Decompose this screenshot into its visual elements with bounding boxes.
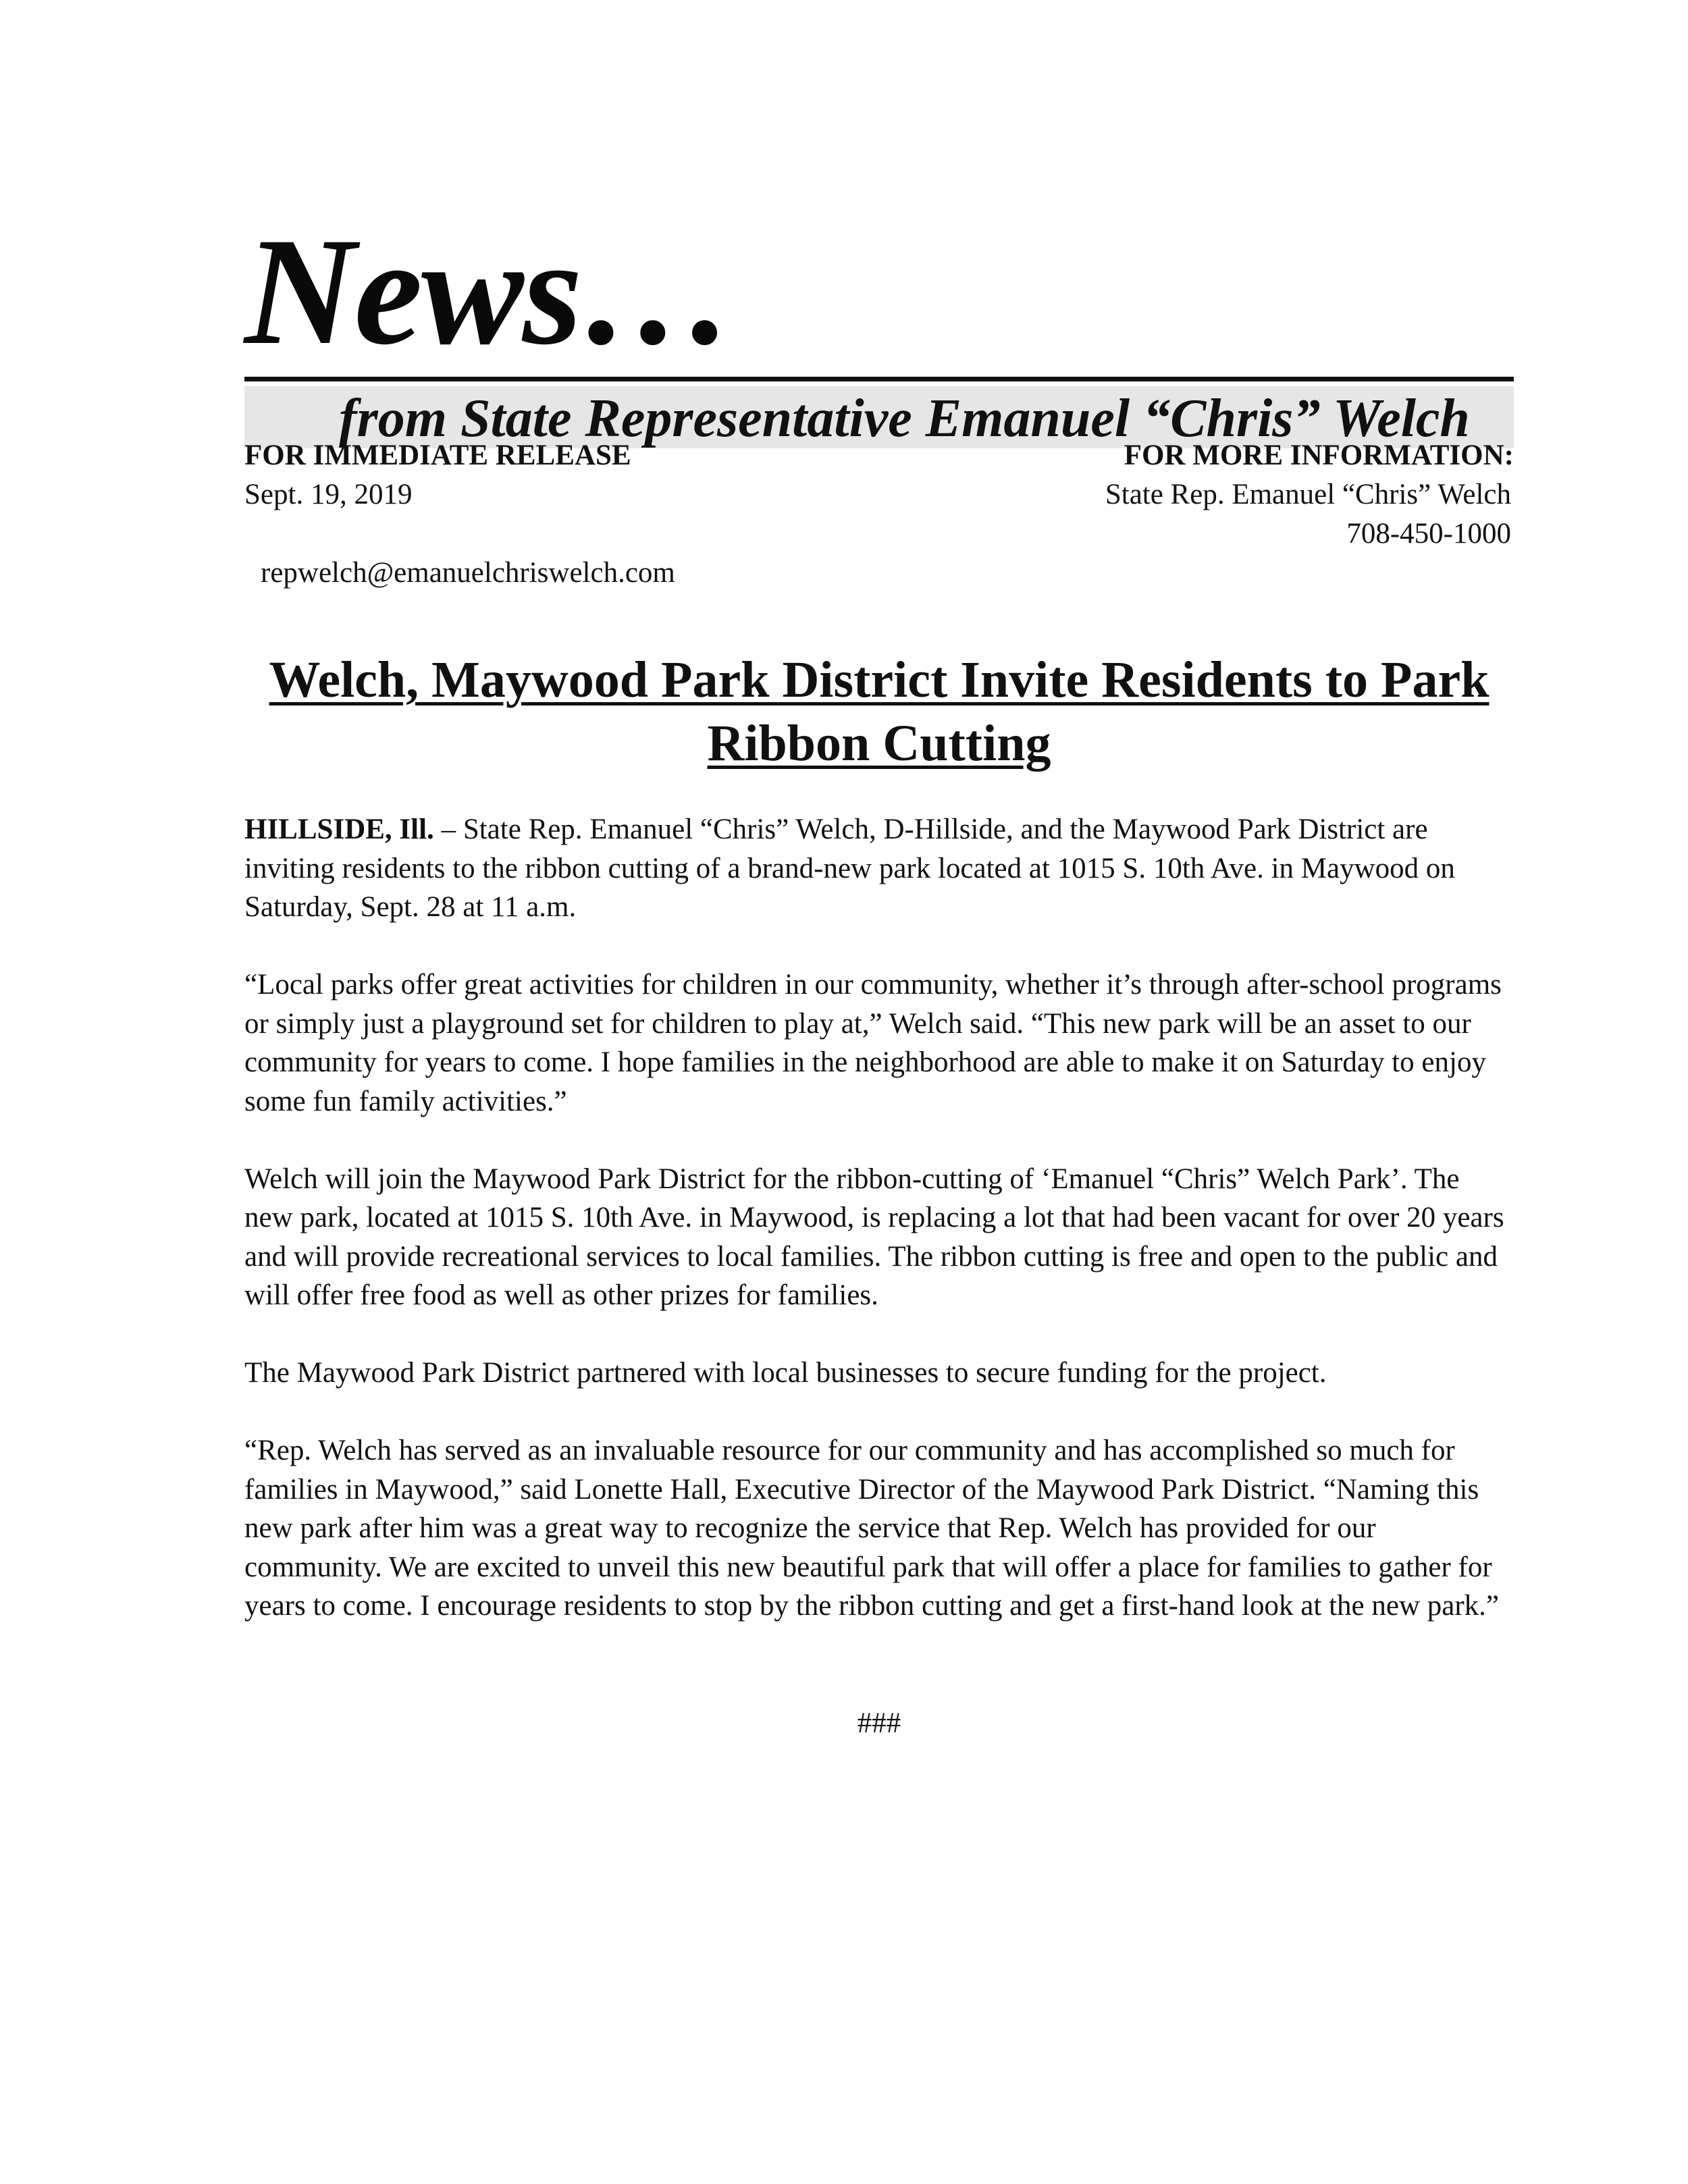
paragraph-1-text: – State Rep. Emanuel “Chris” Welch, D-Hillside, and the Maywood Park District are inviting residents to the ribbon cutting of a brand-new park located at 1015 S. 10th Ave. in Maywood on Saturday, Sept. 28 at 11 a.m. xyxy=(244,814,1455,923)
release-date: Sept. 19, 2019 xyxy=(244,479,413,510)
article-body xyxy=(244,810,1514,1664)
end-mark: ### xyxy=(857,1707,901,1739)
paragraph-2: “Local parks offer great activities for children in our community, whether it’s through after-school programs or simply just a playground set for children to play at,” Welch said. “This new park will be an asset to our community for years to come. I hope families in the neighborhood are able to make it on Saturday to enjoy some fun family activities.” xyxy=(244,969,1502,1117)
paragraph-1 xyxy=(244,810,1514,927)
contact-email: repwelch@emanuelchriswelch.com xyxy=(261,557,675,589)
paragraph-3: Welch will join the Maywood Park District for the ribbon-cutting of ‘Emanuel “Chris” Welch Park’. The new park, located at 1015 S. 10th Ave. in Maywood, is replacing a lot that had been vacant for over 20 years and will provide recreational services to local families. The ribbon cutting is free and open to the public and will offer free food as well as other prizes for families. xyxy=(244,1163,1504,1311)
masthead-rule xyxy=(244,377,1514,381)
subhead-text: from State Representative Emanuel “Chris” Welch xyxy=(339,389,1470,448)
dateline: HILLSIDE, Ill. xyxy=(244,814,434,845)
contact-label: FOR MORE INFORMATION: xyxy=(1124,440,1514,471)
release-label: FOR IMMEDIATE RELEASE xyxy=(244,440,631,471)
headline: Welch, Maywood Park District Invite Residents to Park Ribbon Cutting xyxy=(269,651,1489,772)
contact-name: State Rep. Emanuel “Chris” Welch xyxy=(1105,479,1511,510)
paragraph-5: “Rep. Welch has served as an invaluable resource for our community and has accomplished so much for families in Maywood,” said Lonette Hall, Executive Director of the Maywood Park District. “Naming this new park after him was a great way to recognize the service that Rep. Welch has provided for our community. We are excited to unveil this new beautiful park that will offer a place for families to gather for years to come. I encourage residents to stop by the ribbon cutting and get a first-hand look at the new park.” xyxy=(244,1435,1499,1622)
masthead-title: News… xyxy=(244,207,734,377)
contact-phone: 708-450-1000 xyxy=(1346,518,1511,550)
paragraph-4: The Maywood Park District partnered with local businesses to secure funding for the project. xyxy=(244,1357,1327,1389)
